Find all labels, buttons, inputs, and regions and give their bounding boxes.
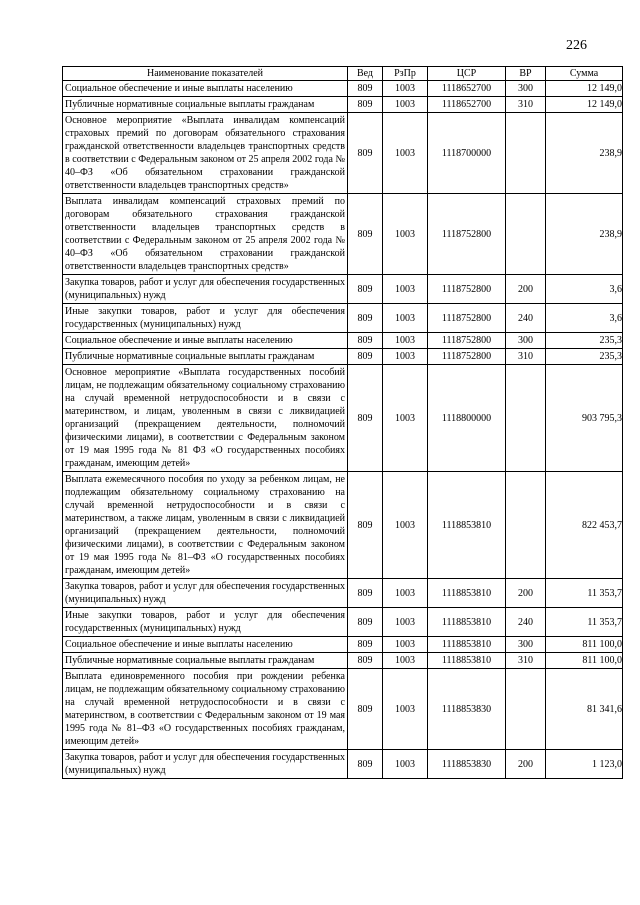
cell-csr: 1118752800	[428, 304, 506, 333]
table-row	[63, 608, 623, 637]
cell-sum: 235,3	[546, 333, 623, 349]
cell-rzpr: 1003	[383, 81, 428, 97]
cell-rzpr: 1003	[383, 113, 428, 194]
cell-sum: 238,9	[546, 194, 623, 275]
cell-csr: 1118853810	[428, 637, 506, 653]
cell-csr: 1118752800	[428, 349, 506, 365]
table-row	[63, 333, 623, 349]
cell-ved: 809	[348, 113, 383, 194]
cell-name: Закупка товаров, работ и услуг для обеспечения государственных (муниципальных) нужд	[63, 275, 348, 304]
cell-ved: 809	[348, 81, 383, 97]
cell-csr: 1118853830	[428, 750, 506, 779]
cell-rzpr: 1003	[383, 653, 428, 669]
cell-ved: 809	[348, 365, 383, 472]
cell-vr: 300	[506, 637, 546, 653]
cell-name: Публичные нормативные социальные выплаты гражданам	[63, 349, 348, 365]
cell-vr: 310	[506, 349, 546, 365]
cell-vr: 200	[506, 750, 546, 779]
cell-ved: 809	[348, 653, 383, 669]
cell-sum: 12 149,0	[546, 81, 623, 97]
cell-rzpr: 1003	[383, 194, 428, 275]
cell-name: Социальное обеспечение и иные выплаты населению	[63, 81, 348, 97]
cell-csr: 1118853810	[428, 653, 506, 669]
cell-rzpr: 1003	[383, 365, 428, 472]
cell-sum: 235,3	[546, 349, 623, 365]
table-row	[63, 669, 623, 750]
cell-csr: 1118752800	[428, 194, 506, 275]
table-row	[63, 304, 623, 333]
cell-ved: 809	[348, 472, 383, 579]
table-row	[63, 194, 623, 275]
cell-name: Публичные нормативные социальные выплаты гражданам	[63, 653, 348, 669]
cell-csr: 1118853810	[428, 579, 506, 608]
cell-vr: 300	[506, 333, 546, 349]
cell-csr: 1118652700	[428, 97, 506, 113]
cell-name: Публичные нормативные социальные выплаты гражданам	[63, 97, 348, 113]
cell-vr	[506, 472, 546, 579]
header-sum: Сумма	[546, 67, 623, 81]
table-row	[63, 113, 623, 194]
cell-csr: 1118752800	[428, 275, 506, 304]
table-row	[63, 579, 623, 608]
cell-name: Выплата единовременного пособия при рождении ребенка лицам, не подлежащим обязательному социальному страхованию на случай временной нетрудоспособности и в связи с материнством, в соответствии с Федеральным законом от 19 мая 1995 года № 81–ФЗ «О государственных пособиях гражданам, имеющим детей»	[63, 669, 348, 750]
cell-vr: 300	[506, 81, 546, 97]
cell-vr: 200	[506, 579, 546, 608]
cell-ved: 809	[348, 275, 383, 304]
cell-sum: 903 795,3	[546, 365, 623, 472]
cell-ved: 809	[348, 669, 383, 750]
cell-ved: 809	[348, 194, 383, 275]
cell-sum: 822 453,7	[546, 472, 623, 579]
cell-ved: 809	[348, 750, 383, 779]
cell-csr: 1118652700	[428, 81, 506, 97]
header-vr: ВР	[506, 67, 546, 81]
cell-csr: 1118700000	[428, 113, 506, 194]
cell-vr	[506, 669, 546, 750]
cell-sum: 811 100,0	[546, 653, 623, 669]
cell-rzpr: 1003	[383, 275, 428, 304]
table-header-row	[63, 67, 623, 81]
cell-name: Основное мероприятие «Выплата инвалидам компенсаций страховых премий по договорам обязательного страхования гражданской ответственности владельцев транспортных средств в соответствии с Федеральным законом от 25 апреля 2002 года № 40–ФЗ «Об обязательном страховании гражданской ответственности владельцев транспортных средств»	[63, 113, 348, 194]
cell-ved: 809	[348, 333, 383, 349]
cell-name: Социальное обеспечение и иные выплаты населению	[63, 333, 348, 349]
table-row	[63, 97, 623, 113]
cell-csr: 1118800000	[428, 365, 506, 472]
cell-rzpr: 1003	[383, 333, 428, 349]
cell-csr: 1118752800	[428, 333, 506, 349]
cell-vr: 310	[506, 97, 546, 113]
cell-vr: 310	[506, 653, 546, 669]
cell-sum: 811 100,0	[546, 637, 623, 653]
cell-rzpr: 1003	[383, 472, 428, 579]
cell-name: Выплата инвалидам компенсаций страховых премий по договорам обязательного страхования гражданской ответственности владельцев транспортных средств в соответствии с Федеральным законом от 25 апреля 2002 года № 40–ФЗ «Об обязательном страховании гражданской ответственности владельцев транспортных средств»	[63, 194, 348, 275]
table-row	[63, 637, 623, 653]
cell-rzpr: 1003	[383, 97, 428, 113]
table-row	[63, 275, 623, 304]
table-row	[63, 349, 623, 365]
cell-vr: 200	[506, 275, 546, 304]
table-row	[63, 365, 623, 472]
cell-ved: 809	[348, 304, 383, 333]
header-rzpr: РзПр	[383, 67, 428, 81]
cell-name: Основное мероприятие «Выплата государственных пособий лицам, не подлежащим обязательному социальному страхованию на случай временной нетрудоспособности и в связи с материнством, и лицам, уволенным в связи с ликвидацией организаций (прекращением деятельности, полномочий физическими лицами), в соответствии с Федеральным законом от 19 мая 1995 года № 81 ФЗ «О государственных пособиях гражданам, имеющим детей»	[63, 365, 348, 472]
header-ved: Вед	[348, 67, 383, 81]
cell-rzpr: 1003	[383, 349, 428, 365]
cell-name: Закупка товаров, работ и услуг для обеспечения государственных (муниципальных) нужд	[63, 750, 348, 779]
cell-sum: 11 353,7	[546, 608, 623, 637]
table-row	[63, 653, 623, 669]
table-row	[63, 81, 623, 97]
cell-ved: 809	[348, 349, 383, 365]
table-row	[63, 472, 623, 579]
cell-name: Выплата ежемесячного пособия по уходу за ребенком лицам, не подлежащим обязательному социальному страхованию на случай временной нетрудоспособности и в связи с материнством, а также лицам, уволенным в связи с ликвидацией организаций (прекращением деятельности, полномочий физическими лицами), в соответствии с Федеральным законом от 19 мая 1995 года № 81–ФЗ «О государственных пособиях гражданам, имеющим детей»	[63, 472, 348, 579]
cell-sum: 81 341,6	[546, 669, 623, 750]
cell-vr: 240	[506, 304, 546, 333]
table-row	[63, 750, 623, 779]
cell-csr: 1118853810	[428, 608, 506, 637]
cell-sum: 1 123,0	[546, 750, 623, 779]
header-name: Наименование показателей	[63, 67, 348, 81]
cell-ved: 809	[348, 97, 383, 113]
cell-name: Иные закупки товаров, работ и услуг для обеспечения государственных (муниципальных) нужд	[63, 304, 348, 333]
cell-rzpr: 1003	[383, 750, 428, 779]
cell-name: Закупка товаров, работ и услуг для обеспечения государственных (муниципальных) нужд	[63, 579, 348, 608]
cell-name: Социальное обеспечение и иные выплаты населению	[63, 637, 348, 653]
cell-sum: 11 353,7	[546, 579, 623, 608]
cell-csr: 1118853810	[428, 472, 506, 579]
cell-sum: 238,9	[546, 113, 623, 194]
cell-csr: 1118853830	[428, 669, 506, 750]
cell-ved: 809	[348, 608, 383, 637]
cell-vr	[506, 113, 546, 194]
cell-rzpr: 1003	[383, 579, 428, 608]
cell-rzpr: 1003	[383, 304, 428, 333]
header-csr: ЦСР	[428, 67, 506, 81]
cell-ved: 809	[348, 637, 383, 653]
cell-rzpr: 1003	[383, 637, 428, 653]
cell-name: Иные закупки товаров, работ и услуг для обеспечения государственных (муниципальных) нужд	[63, 608, 348, 637]
budget-table	[62, 66, 623, 779]
table-body	[63, 81, 623, 779]
cell-rzpr: 1003	[383, 608, 428, 637]
cell-vr	[506, 194, 546, 275]
cell-vr: 240	[506, 608, 546, 637]
cell-ved: 809	[348, 579, 383, 608]
cell-rzpr: 1003	[383, 669, 428, 750]
cell-vr	[506, 365, 546, 472]
cell-sum: 3,6	[546, 275, 623, 304]
page-number: 226	[566, 38, 587, 53]
cell-sum: 3,6	[546, 304, 623, 333]
cell-sum: 12 149,0	[546, 97, 623, 113]
